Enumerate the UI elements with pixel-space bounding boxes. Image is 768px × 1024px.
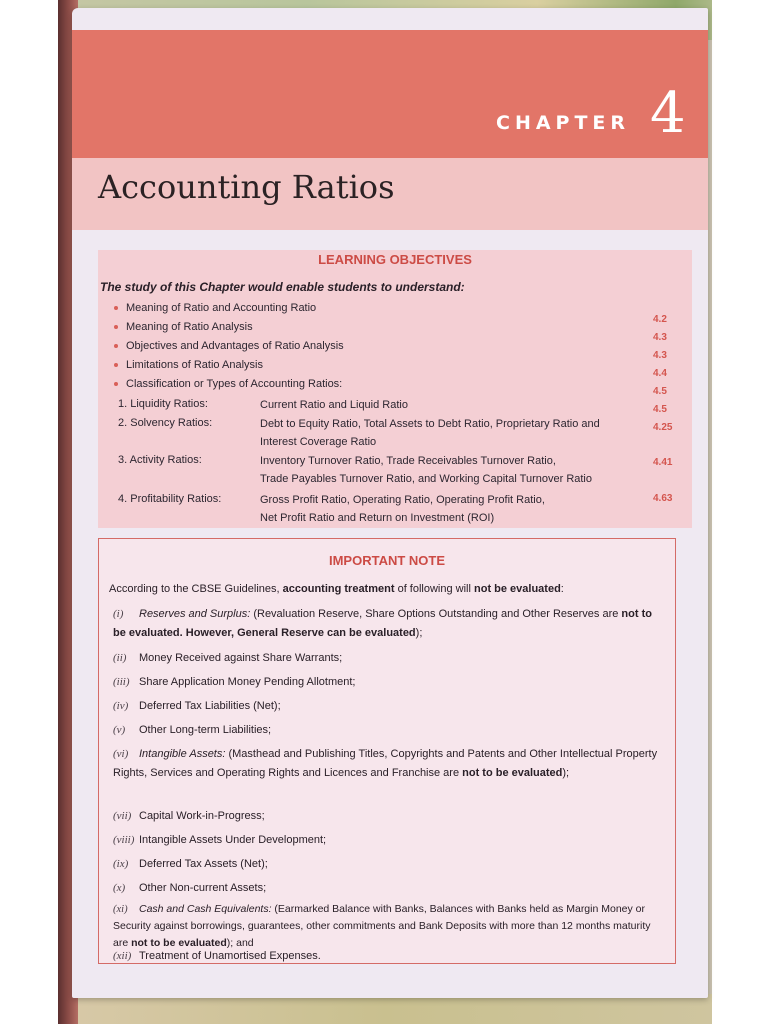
note-item: (x) Other Non-current Assets; [113,882,267,894]
note-item: (vi) Intangible Assets: (Masthead and Publishing Titles, Copyrights and Patents and Other Intellectual Property Rights, Services and Operating Rights and Licences and Franchise are not to be evaluated); [113,748,658,779]
background-right [712,0,768,1024]
classification-desc: Inventory Turnover Ratio, Trade Receivables Turnover Ratio, Trade Payables Turnover Ratio, and Working Capital Turnover Ratio [260,455,592,485]
objective-item: Meaning of Ratio and Accounting Ratio [114,302,316,314]
note-item: (v) Other Long-term Liabilities; [113,724,272,736]
page-ref: 4.3 [653,332,667,343]
chapter-header-band [72,30,708,170]
important-note-box [98,538,676,964]
classification-desc: Debt to Equity Ratio, Total Assets to Debt Ratio, Proprietary Ratio and Interest Coverage Ratio [260,418,600,448]
background-bottom [58,994,712,1024]
note-item: (xi) Cash and Cash Equivalents: (Earmarked Balance with Banks, Balances with Banks held as Margin Money or Security against borrowings, guarantees, other commitments and Bank Deposits with more than 12 months maturity are not to be evaluated); and [113,903,651,949]
important-note-intro: According to the CBSE Guidelines, accounting treatment of following will not be evaluated: [109,583,564,595]
classification-label: 1. Liquidity Ratios: [118,398,208,410]
learning-objectives-intro: The study of this Chapter would enable students to understand: [100,280,465,294]
note-item: (iii) Share Application Money Pending Allotment; [113,676,356,688]
page-ref: 4.4 [653,368,667,379]
classification-desc: Current Ratio and Liquid Ratio [260,399,408,411]
objective-item: Meaning of Ratio Analysis [114,321,253,333]
bullet-icon [114,306,118,310]
note-item: (i) Reserves and Surplus: (Revaluation Reserve, Share Options Outstanding and Other Reserves are not to be evaluated. However, General Reserve can be evaluated); [113,608,652,639]
note-item: (vii) Capital Work-in-Progress; [113,810,265,822]
learning-objectives-heading: LEARNING OBJECTIVES [318,252,472,267]
objective-item: Objectives and Advantages of Ratio Analysis [114,340,344,352]
page-ref: 4.63 [653,493,673,504]
chapter-title: Accounting Ratios [98,168,395,206]
important-note-heading: IMPORTANT NOTE [328,553,446,568]
page-ref: 4.5 [653,404,667,415]
note-item: (viii) Intangible Assets Under Development; [113,834,327,846]
page-ref: 4.5 [653,386,667,397]
classification-label: 4. Profitability Ratios: [118,493,222,505]
note-item: (ix) Deferred Tax Assets (Net); [113,858,268,870]
note-item: (iv) Deferred Tax Liabilities (Net); [113,700,281,712]
note-item: (ii) Money Received against Share Warrants; [113,652,343,664]
book-page [72,8,708,998]
page-ref: 4.3 [653,350,667,361]
note-item: (xii) Treatment of Unamortised Expenses. [113,950,321,962]
chapter-number: 4 [650,81,686,146]
page-ref: 4.25 [653,422,673,433]
objective-item: Limitations of Ratio Analysis [114,359,263,371]
objective-item: Classification or Types of Accounting Ratios: [114,378,342,390]
page-ref: 4.41 [653,457,673,468]
bullet-icon [114,344,118,348]
page-ref: 4.2 [653,314,667,325]
learning-objectives-box [98,250,692,528]
chapter-label: CHAPTER [496,112,631,134]
bullet-icon [114,382,118,386]
classification-desc: Gross Profit Ratio, Operating Ratio, Operating Profit Ratio, Net Profit Ratio and Return on Investment (ROI) [260,494,545,524]
bullet-icon [114,325,118,329]
classification-label: 3. Activity Ratios: [118,454,202,466]
background-left [0,0,58,1024]
classification-label: 2. Solvency Ratios: [118,417,213,429]
bullet-icon [114,363,118,367]
